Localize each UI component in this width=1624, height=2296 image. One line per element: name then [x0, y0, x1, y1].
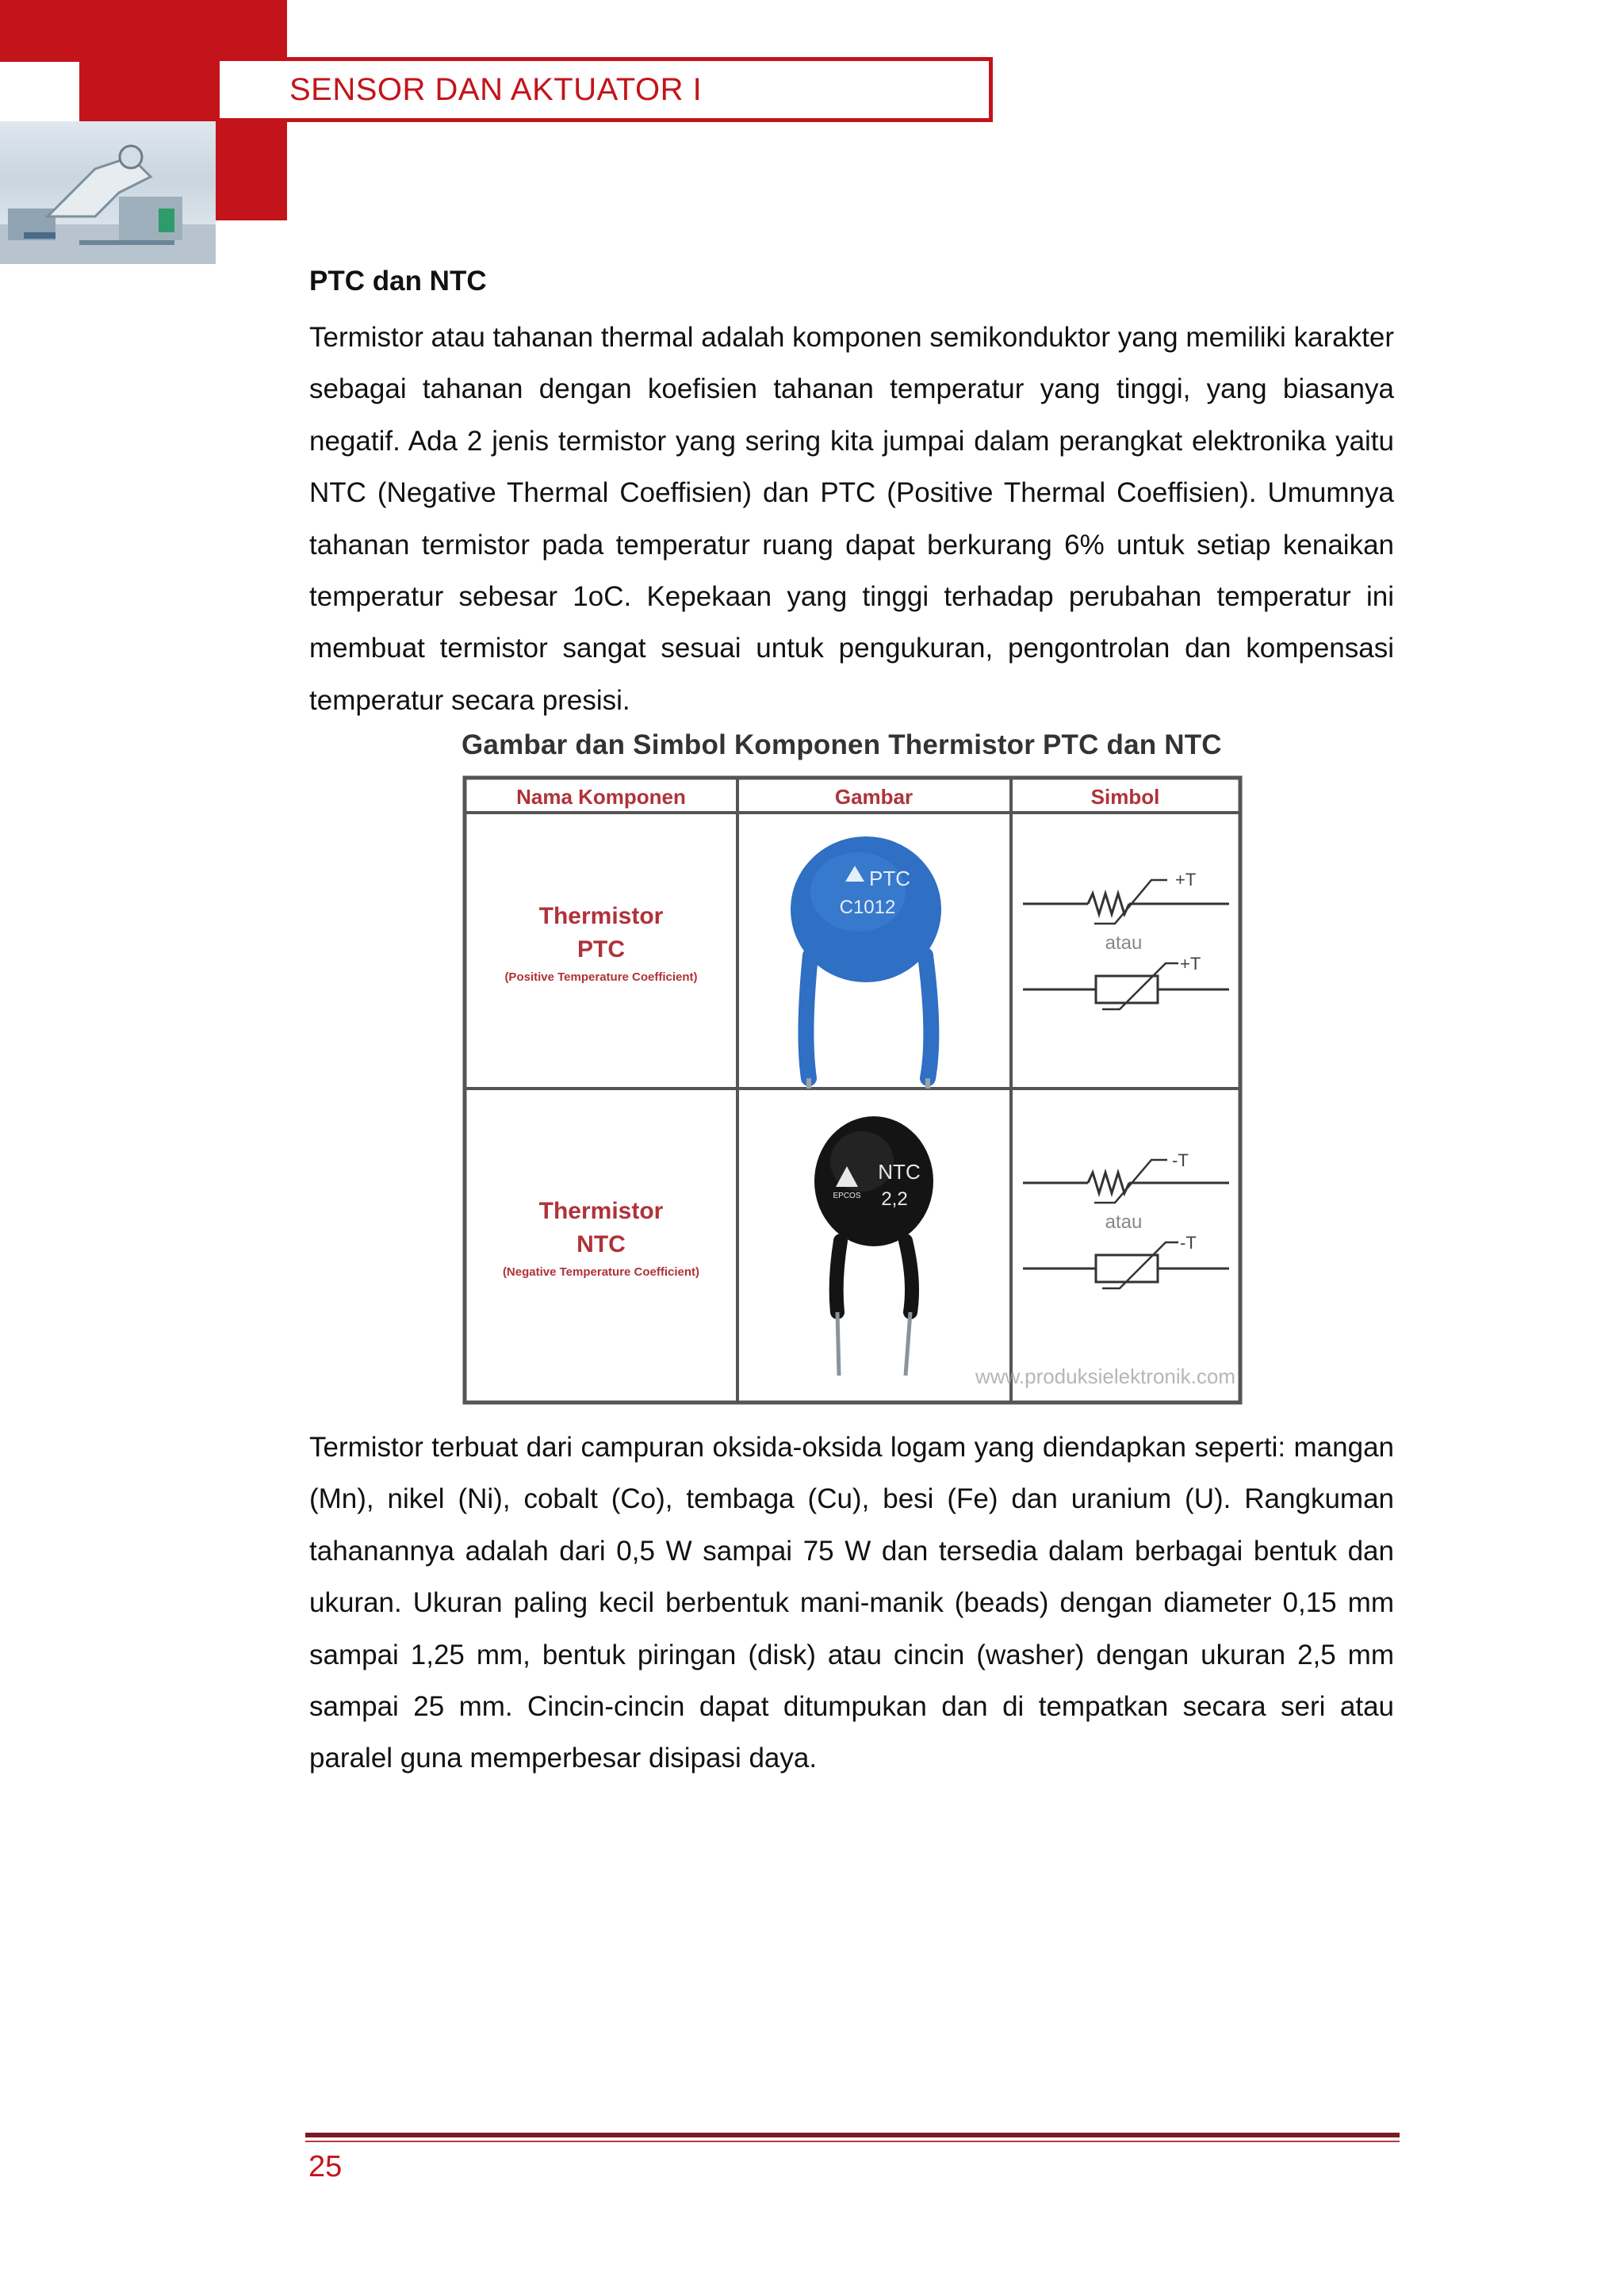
ntc-label-line2: 2,2 [881, 1188, 908, 1210]
figure-title: Gambar dan Simbol Komponen Thermistor PTC dan NTC [462, 729, 1222, 760]
paragraph-2-container [309, 1422, 1394, 1785]
ntc-name-line2: NTC [576, 1231, 626, 1257]
header-title-box [216, 57, 993, 122]
footer-rule-thin [305, 2141, 1400, 2142]
robot-arm-illustration [0, 121, 216, 264]
paragraph-2: Termistor terbuat dari campuran oksida-oksida logam yang diendapkan seperti: mangan (Mn), nikel (Ni), cobalt (Co), tembaga (Cu), besi (Fe) dan uranium (U). Rangkuman tahanannya adalah dari 0,5 W sampai 75 W dan tersedia dalam berbagai bentuk dan ukuran. Ukuran paling kecil berbentuk mani-manik (beads) dengan diameter 0,15 mm sampai 1,25 mm, bentuk piringan (disk) atau cincin (washer) dengan ukuran 2,5 mm sampai 25 mm. Cincin-cincin dapat ditumpukan dan di tempatkan secara seri atau paralel guna memperbesar disipasi daya. [309, 1432, 1394, 1774]
page-number: 25 [308, 2150, 343, 2183]
column-header-symbol: Simbol [1090, 785, 1160, 809]
paragraph-1-container [309, 312, 1394, 726]
ntc-name-line1: Thermistor [538, 1198, 664, 1224]
header-title: SENSOR DAN AKTUATOR I [289, 71, 703, 107]
ntc-brand: EPCOS [833, 1192, 861, 1200]
header-robot-photo [0, 121, 216, 264]
ptc-name-line3: (Positive Temperature Coefficient) [504, 970, 698, 984]
section-heading: PTC dan NTC [309, 266, 487, 297]
figure-watermark: www.produksielektronik.com [975, 1364, 1235, 1388]
ntc-label-line1: NTC [878, 1160, 921, 1184]
header-red-square [79, 62, 218, 121]
ptc-symbol-label-a: +T [1175, 870, 1197, 890]
ptc-name-line2: PTC [577, 936, 625, 962]
ntc-symbol-label-b: -T [1180, 1233, 1197, 1253]
column-header-name: Nama Komponen [516, 785, 686, 809]
ptc-label-line1: PTC [869, 867, 910, 890]
ntc-symbol-label-a: -T [1172, 1150, 1189, 1170]
header-white-square [0, 62, 79, 121]
ptc-label-line2: C1012 [839, 897, 896, 918]
ntc-symbol-or: atau [1105, 1211, 1143, 1233]
thermistor-figure [462, 773, 1243, 1407]
ptc-symbol-or: atau [1105, 932, 1143, 954]
ptc-symbol-label-b: +T [1180, 954, 1201, 974]
footer-rule [305, 2133, 1400, 2137]
column-header-image: Gambar [834, 785, 914, 809]
paragraph-1: Termistor atau tahanan thermal adalah komponen semikonduktor yang memiliki karakter sebagai tahanan dengan koefisien tahanan temperatur yang tinggi, yang biasanya negatif. Ada 2 jenis termistor yang sering kita jumpai dalam perangkat elektronika yaitu NTC (Negative Thermal Coeffisien) dan PTC (Positive Thermal Coeffisien). Umumnya tahanan termistor pada temperatur ruang dapat berkurang 6% untuk setiap kenaikan temperatur sebesar 1oC. Kepekaan yang tinggi terhadap perubahan temperatur ini membuat termistor sangat sesuai untuk pengukuran, pengontrolan dan kompensasi temperatur secara presisi. [309, 322, 1394, 716]
ntc-name-line3: (Negative Temperature Coefficient) [502, 1265, 700, 1279]
ptc-name-line1: Thermistor [538, 903, 664, 929]
thermistor-table [462, 773, 1243, 1407]
